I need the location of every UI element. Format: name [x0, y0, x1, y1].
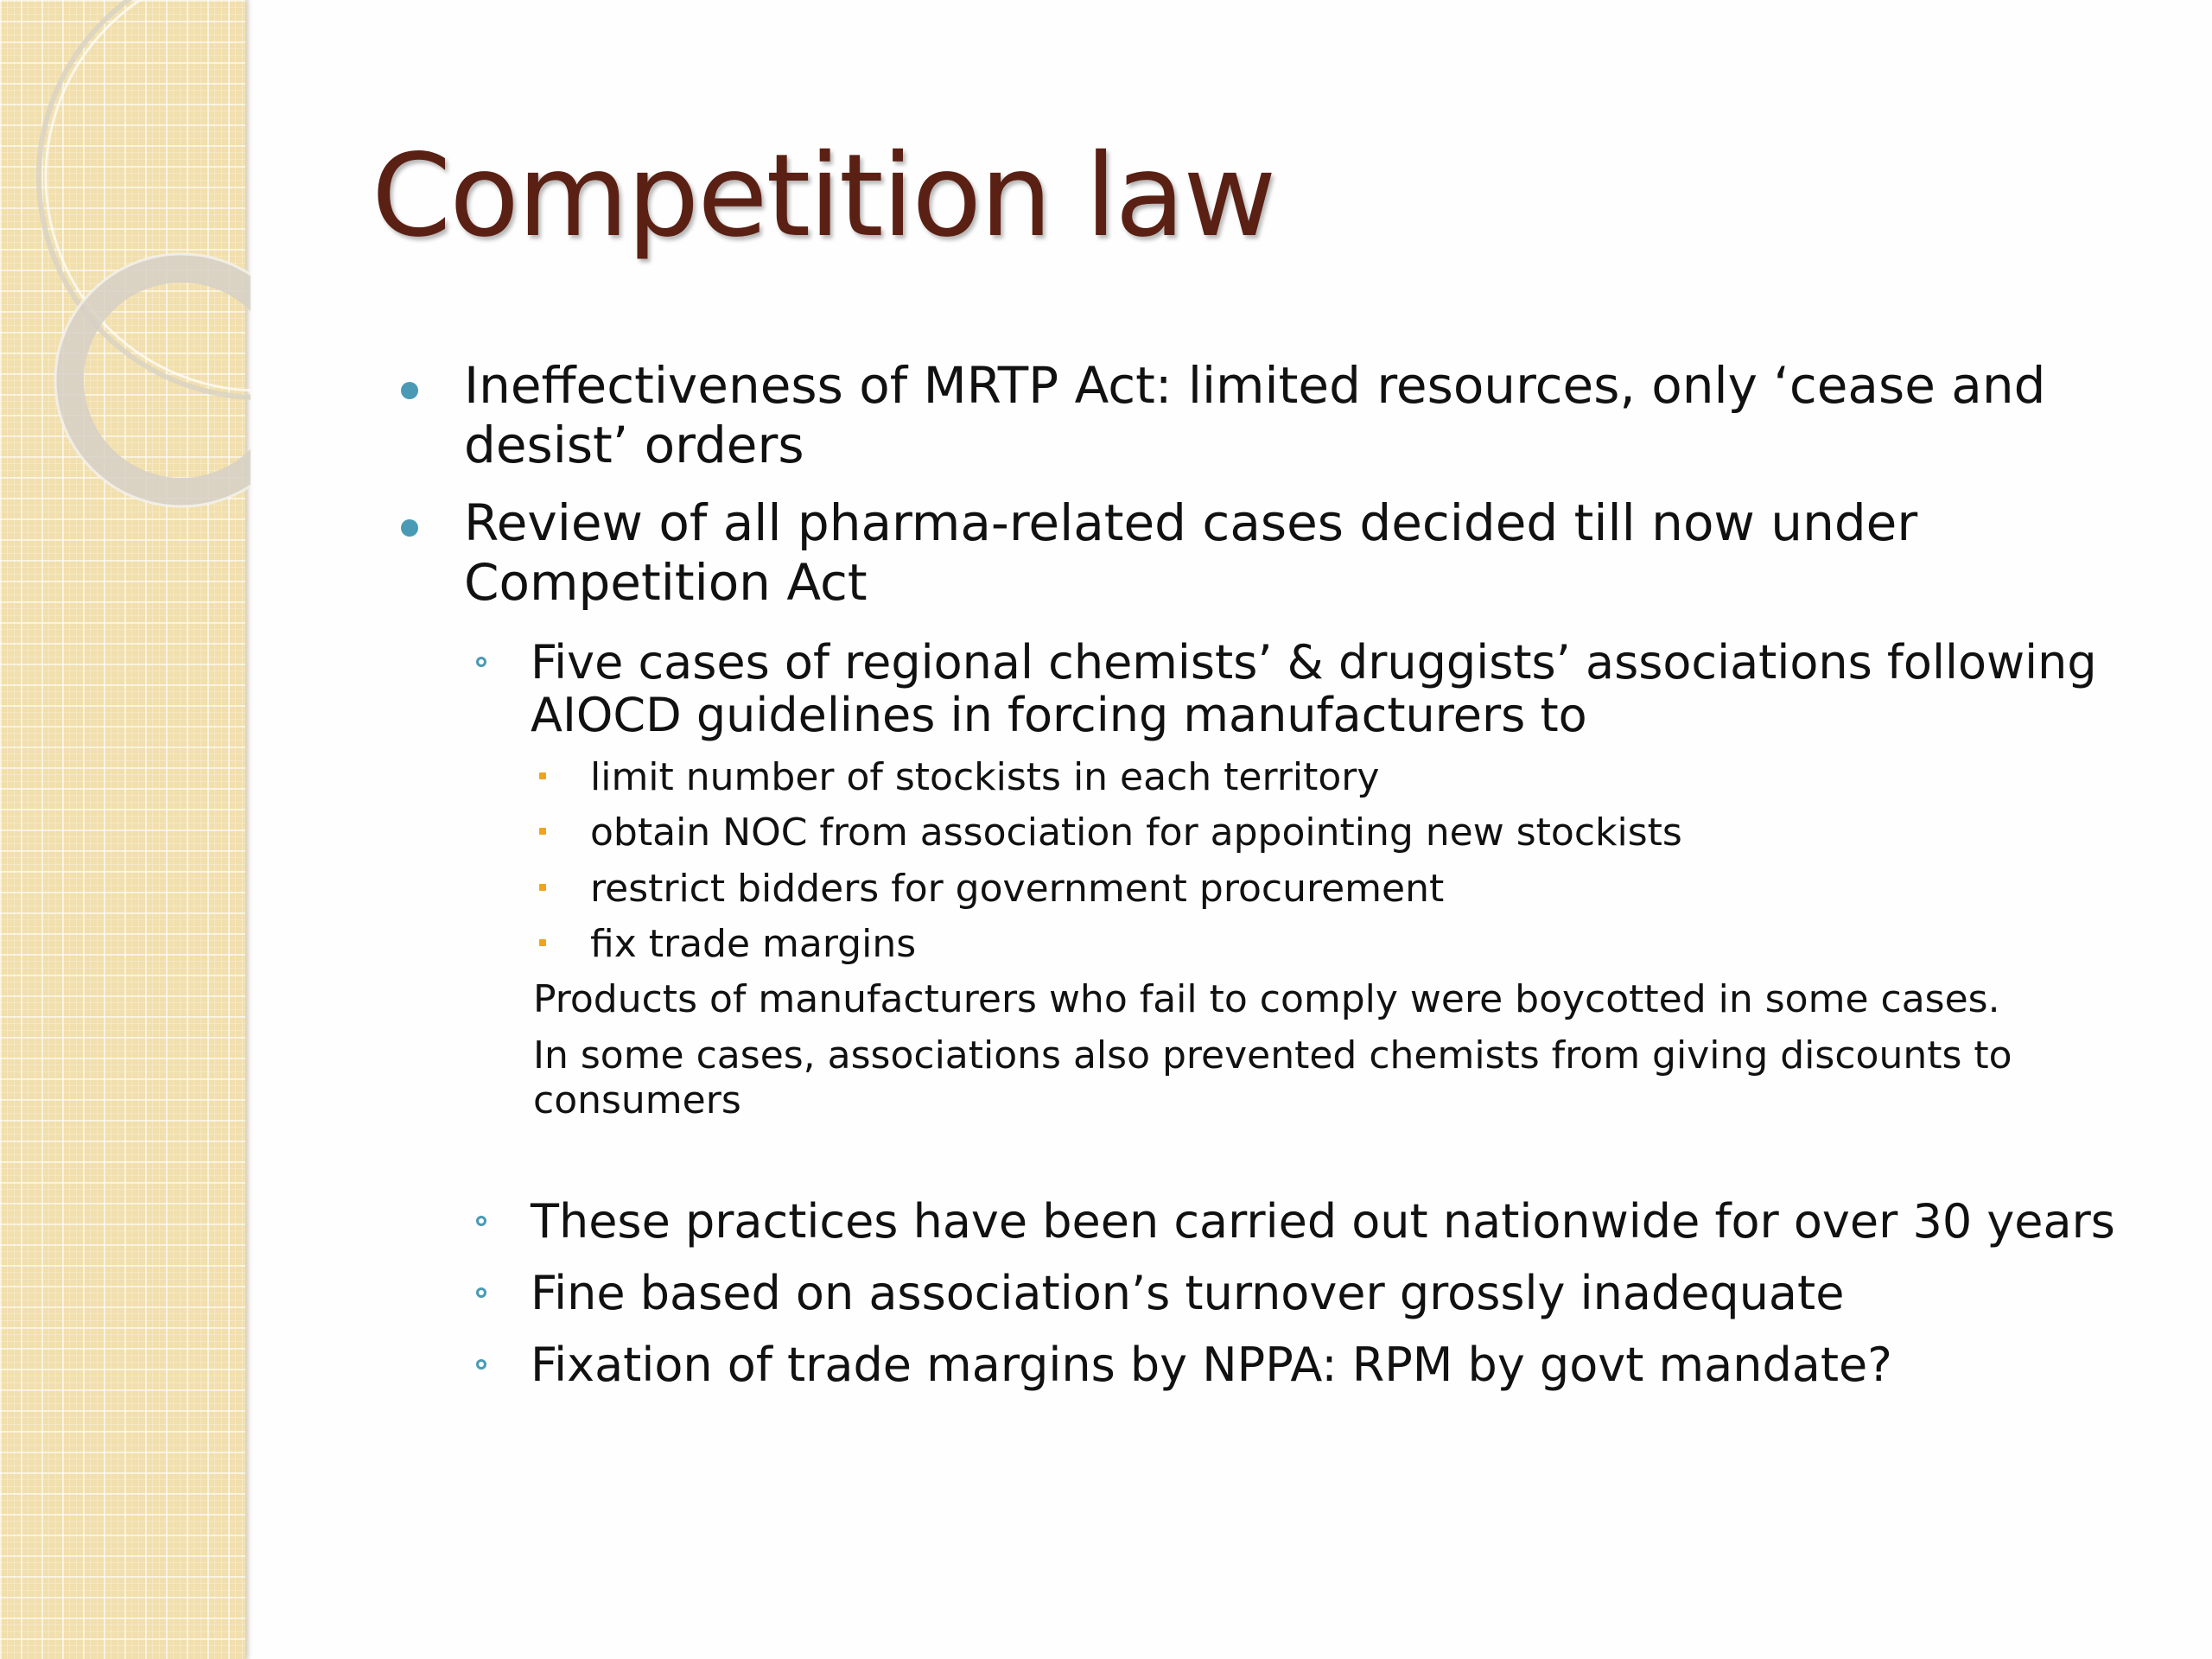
cases-line-2: AIOCD guidelines in forcing manufacturers to	[531, 688, 1587, 742]
case-note-1: Products of manufacturers who fail to comply were boycotted in some cases.	[533, 977, 2000, 1021]
ring-bullet-icon	[476, 657, 486, 667]
case-item-3: restrict bidders for government procurement	[590, 867, 1445, 911]
case-item-4: fix trade margins	[590, 922, 917, 966]
ring-bullet-icon	[476, 1216, 486, 1226]
bullet-dot-icon	[401, 382, 418, 399]
ring-bullet-icon	[476, 1287, 486, 1298]
case-note-2-line-1: In some cases, associations also prevented chemists from giving discounts to	[533, 1033, 2012, 1077]
small-ring-highlight	[55, 254, 251, 506]
case-item-1: limit number of stockists in each territory	[590, 755, 1380, 799]
square-bullet-icon	[539, 939, 546, 946]
bullet-1-line-2: desist’ orders	[464, 416, 804, 474]
point-2: Fine based on association’s turnover grossly inadequate	[531, 1266, 1845, 1320]
ring-bullet-icon	[476, 1359, 486, 1370]
square-bullet-icon	[539, 772, 546, 779]
bullet-1-line-1: Ineffectiveness of MRTP Act: limited resources, only ‘cease and	[464, 356, 2046, 415]
square-bullet-icon	[539, 828, 546, 835]
bullet-2-line-1: Review of all pharma-related cases decided till now under	[464, 493, 1918, 552]
point-3: Fixation of trade margins by NPPA: RPM by govt mandate?	[531, 1338, 1892, 1392]
bullet-dot-icon	[401, 519, 418, 537]
cases-line-1: Five cases of regional chemists’ & druggists’ associations following	[531, 635, 2097, 690]
case-item-2: obtain NOC from association for appointing new stockists	[590, 810, 1682, 855]
square-bullet-icon	[539, 884, 546, 891]
decorative-rings	[0, 0, 251, 553]
case-note-2-line-2: consumers	[533, 1078, 741, 1122]
bullet-2-line-2: Competition Act	[464, 553, 868, 612]
slide-title: Competition law	[372, 130, 1275, 263]
small-ring-decor	[69, 268, 251, 493]
point-1: These practices have been carried out nationwide for over 30 years	[531, 1194, 2115, 1249]
